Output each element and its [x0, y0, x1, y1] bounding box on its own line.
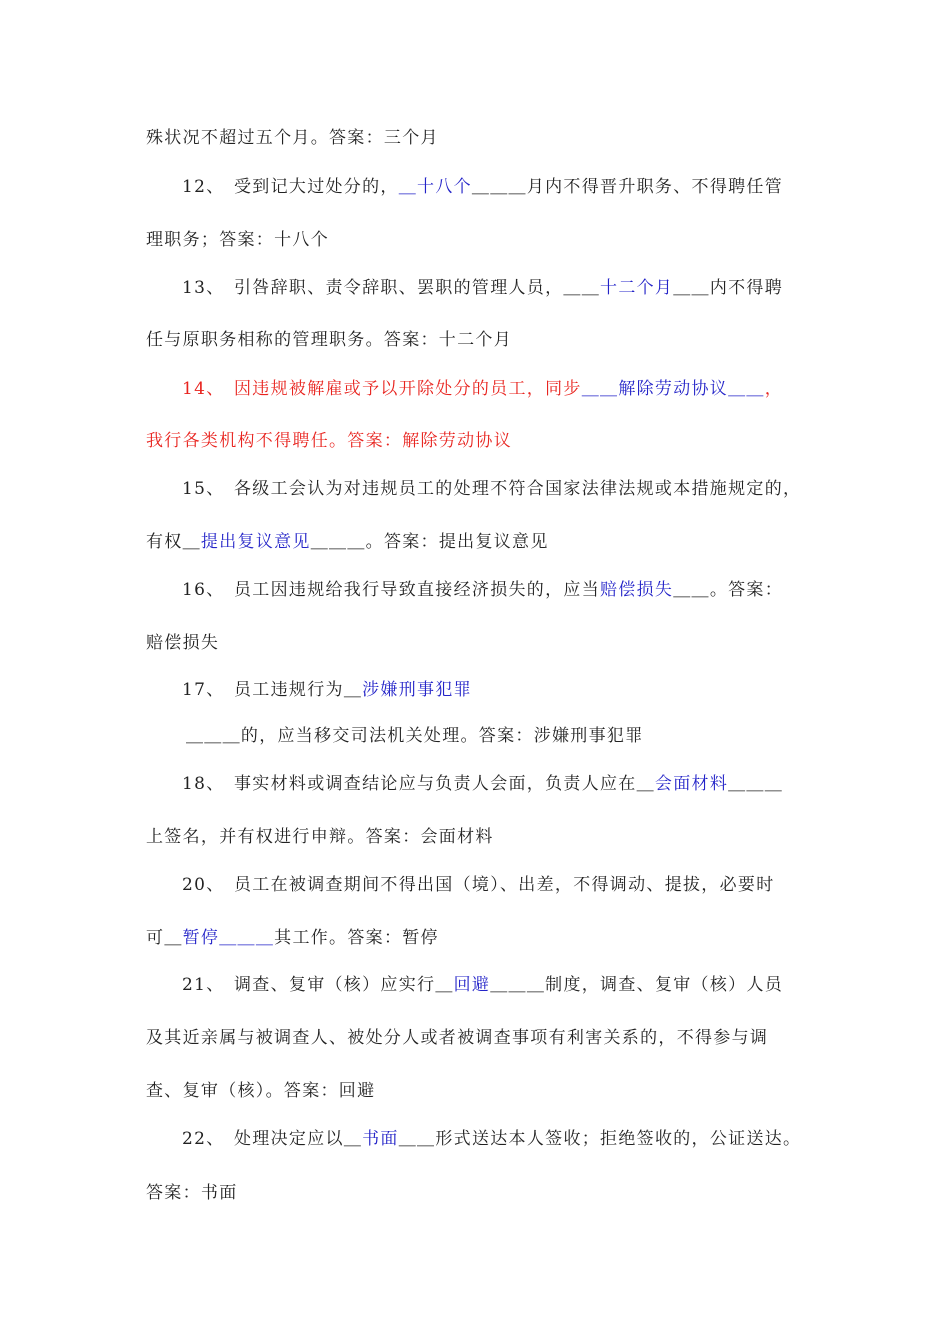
question-21-line-3	[146, 1079, 375, 1103]
question-number: 15、	[182, 479, 225, 499]
answer-fill: 会面材料	[654, 774, 729, 794]
blank-line: ＿＿	[673, 278, 710, 298]
question-text: 调查、复审（核）应实行	[234, 975, 436, 995]
question-text: 的，应当移交司法机关处理。答案：涉嫌刑事犯罪	[240, 726, 644, 746]
answer-fill: 赔偿损失	[600, 580, 674, 600]
blank-line: ＿＿＿	[186, 726, 241, 746]
blank-line: ＿＿	[563, 278, 601, 298]
question-15-line-2	[146, 530, 549, 554]
blank-line: ＿	[398, 177, 418, 197]
blank-line: ＿＿	[581, 379, 619, 399]
question-13	[182, 276, 783, 300]
blank-line: ＿＿＿	[728, 774, 784, 794]
question-text: 。答案：提出复议意见	[365, 532, 549, 552]
blank-line: ＿	[343, 1129, 363, 1149]
question-15	[182, 477, 801, 501]
question-18	[182, 772, 783, 796]
answer-fill: 涉嫌刑事犯罪	[362, 680, 472, 700]
question-22-line-2	[146, 1181, 238, 1205]
line-text: 我行各类机构不得聘任。答案：解除劳动协议	[146, 431, 512, 451]
blank-line: ＿＿＿	[219, 928, 275, 948]
question-22	[182, 1127, 801, 1151]
line-text: 答案：书面	[146, 1183, 238, 1203]
question-text: 员工因违规给我行导致直接经济损失的，应当	[234, 580, 600, 600]
question-17-line-2	[186, 724, 644, 748]
question-text: 其工作。答案：暂停	[274, 928, 439, 948]
answer-fill: 十八个	[417, 177, 472, 197]
blank-line: ＿	[636, 774, 655, 794]
blank-line: ＿	[435, 975, 454, 995]
question-text: 因违规被解雇或予以开除处分的员工，同步	[234, 379, 582, 399]
question-text: 处理决定应以	[234, 1129, 344, 1149]
question-text: 引咎辞职、责令辞职、罢职的管理人员，	[234, 278, 564, 298]
blank-line: ＿	[164, 928, 183, 948]
blank-line: ＿＿	[398, 1129, 436, 1149]
question-16-line-2	[146, 631, 219, 655]
question-16	[182, 578, 783, 602]
question-number: 13、	[182, 278, 225, 298]
question-text: 可	[146, 928, 165, 948]
question-14	[182, 377, 783, 401]
question-text: 。答案：	[709, 580, 784, 600]
question-text: 员工在被调查期间不得出国（境）、出差，不得调动、提拔，必要时	[234, 875, 775, 895]
question-18-line-2	[146, 825, 494, 849]
line-text: 查、复审（核）。答案：回避	[146, 1081, 376, 1101]
question-text: 内不得聘	[709, 278, 784, 298]
question-13-line-2	[146, 328, 512, 352]
question-17	[182, 678, 472, 702]
answer-fill: 回避	[453, 975, 491, 995]
answer-fill: 暂停	[182, 928, 220, 948]
question-number: 18、	[182, 774, 225, 794]
question-number: 22、	[182, 1129, 225, 1149]
question-21	[182, 973, 783, 997]
line-text: 上签名，并有权进行申辩。答案：会面材料	[146, 827, 494, 847]
question-text: 员工违规行为	[234, 680, 344, 700]
line-text: 任与原职务相称的管理职务。答案：十二个月	[146, 330, 512, 350]
continuation-line	[146, 126, 439, 150]
question-20	[182, 873, 775, 897]
question-text: 有权	[146, 532, 183, 552]
answer-fill: 解除劳动协议	[618, 379, 729, 399]
question-text: 事实材料或调查结论应与负责人会面，负责人应在	[234, 774, 637, 794]
line-text: 理职务；答案：十八个	[146, 230, 329, 250]
answer-fill: 十二个月	[600, 278, 674, 298]
question-21-line-2	[146, 1026, 768, 1050]
question-text: 月内不得晋升职务、不得聘任管	[526, 177, 784, 197]
question-text: 各级工会认为对违规员工的处理不符合国家法律法规或本措施规定的，	[234, 479, 802, 499]
question-number: 17、	[182, 680, 225, 700]
blank-line: ＿	[343, 680, 363, 700]
question-number: 12、	[182, 177, 225, 197]
line-text: 赔偿损失	[146, 633, 220, 653]
question-number: 16、	[182, 580, 225, 600]
line-text: 及其近亲属与被调查人、被处分人或者被调查事项有利害关系的，不得参与调	[146, 1028, 769, 1048]
blank-line: ＿＿	[728, 379, 765, 399]
blank-line: ＿＿＿	[471, 177, 527, 197]
question-20-line-2	[146, 926, 439, 950]
question-number: 20、	[182, 875, 225, 895]
blank-line: ＿＿＿	[490, 975, 546, 995]
blank-line: ＿＿＿	[310, 532, 366, 552]
answer-fill: 提出复议意见	[200, 532, 311, 552]
question-number: 14、	[182, 379, 225, 399]
question-text: 形式送达本人签收；拒绝签收的，公证送达。	[435, 1129, 802, 1149]
line-text: 殊状况不超过五个月。答案：三个月	[146, 128, 439, 148]
question-text: ，	[764, 379, 784, 399]
question-12	[182, 175, 783, 199]
question-12-line-2	[146, 228, 329, 252]
question-14-line-2	[146, 429, 512, 453]
question-text: 制度，调查、复审（核）人员	[545, 975, 784, 995]
blank-line: ＿＿	[673, 580, 710, 600]
blank-line: ＿	[182, 532, 201, 552]
question-number: 21、	[182, 975, 225, 995]
question-text: 受到记大过处分的，	[234, 177, 399, 197]
answer-fill: 书面	[362, 1129, 399, 1149]
